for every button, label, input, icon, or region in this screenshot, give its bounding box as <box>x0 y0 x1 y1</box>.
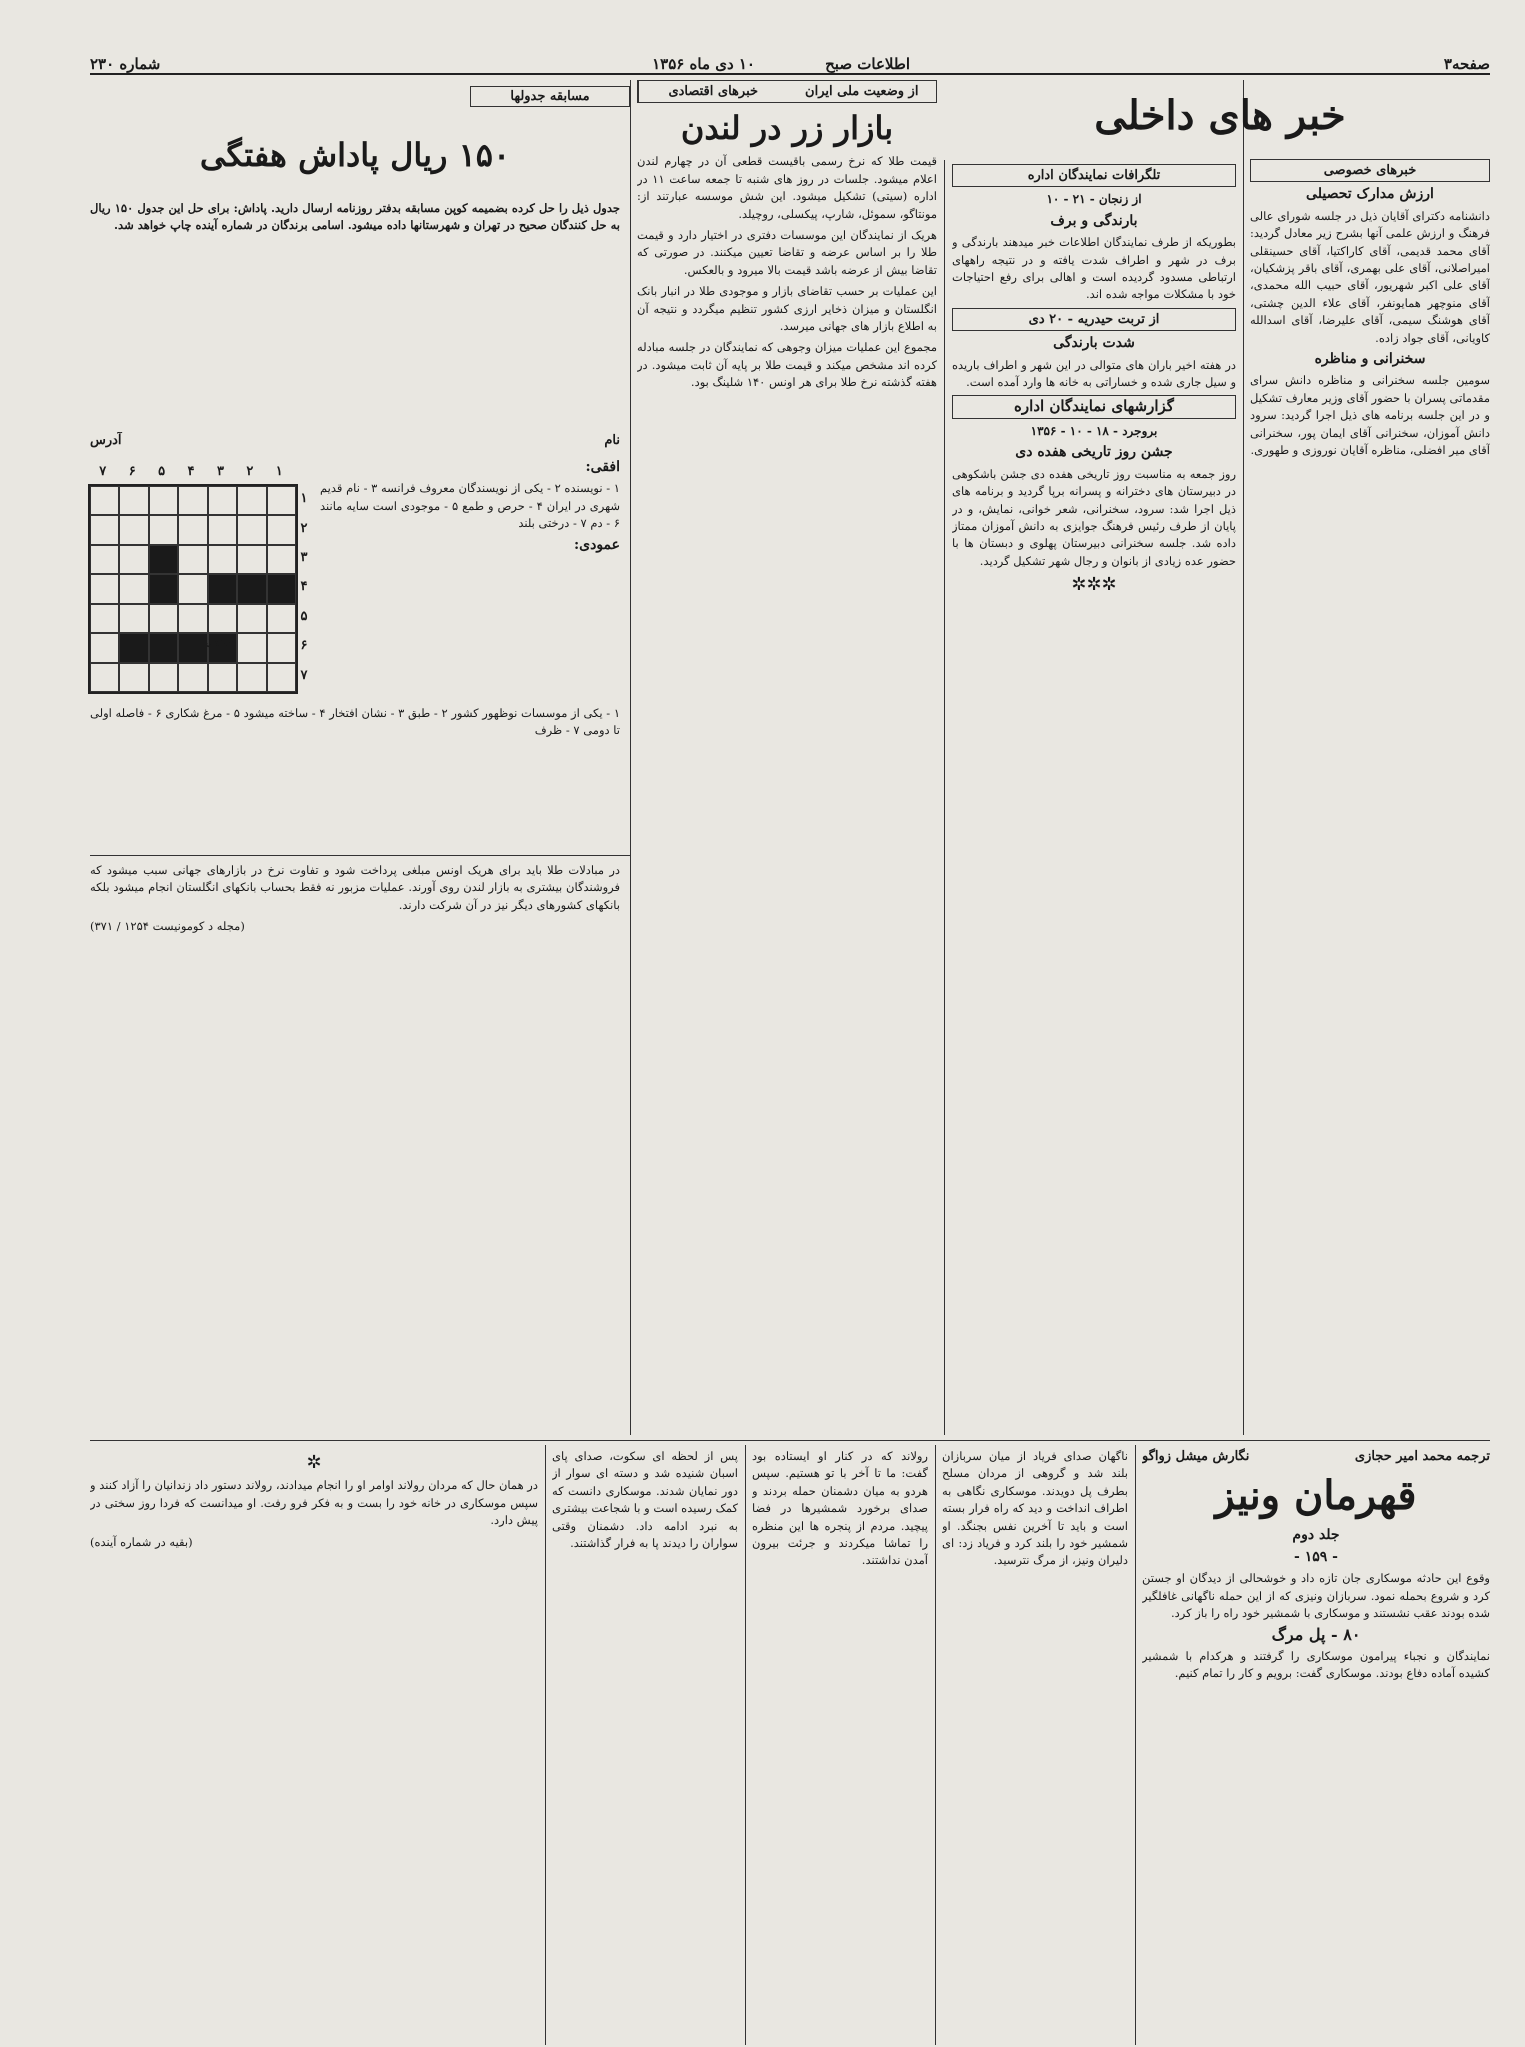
serial-text-2: نمایندگان و نجباء پیرامون موسکاری را گرفتند و هرکدام با شمشیر کشیده آماده دفاع بودند. موسکاری گفت: برویم و کار را تمام کنیم. <box>1142 1648 1490 1681</box>
grid-cell <box>178 574 207 603</box>
grid-cell <box>267 545 296 574</box>
article-degrees: دانشنامه دکترای آقایان ذیل در جلسه شورای عالی فرهنگ و ارزش علمی آنها بشرح زیر معادل گردید: آقای محمد قدیمی، آقای کاراکتیا، آقای حسینقلی امیراصلانی، آقای علی بهمری، آقای باقر پزشکیان، آقای علی اکبر شهریور، آقای حبیب الله محمدی، آقای منوچهر همایونفر، آقای علاء الدین چشتی، آقای هوشنگ سیمی، آقای علیرضا، آقای اسدالله کاویانی، آقای جواد زاده. <box>1250 208 1490 345</box>
grid-cell <box>90 515 119 544</box>
down-label: عمودی: <box>573 536 620 553</box>
article-source: (مجله د کومونیست ۱۲۵۴ / ۳۷۱) <box>90 919 245 934</box>
dateline-torbat: از تربت حیدریه - ۲۰ دی <box>952 308 1236 331</box>
ornament-asterism-icon: ✲ <box>306 1452 322 1473</box>
across-label: افقی: <box>585 459 620 475</box>
private-news-column <box>1250 155 1490 1435</box>
grid-cell <box>90 633 119 662</box>
article-gold-4: مجموع این عملیات میزان وجوهی که نمایندگان در جلسه مبادله کرده اند مشخص میکند و قیمت طلا بر پایه آن ثابت میشود. در هفته گذشته نرخ طلا برای هر اونس ۱۴۰ شلینگ بود. <box>637 340 937 390</box>
tab-national: از وضعیت ملی ایران <box>805 84 919 99</box>
grid-cell <box>267 486 296 515</box>
crossword-form <box>90 432 620 456</box>
gold-market-title: بازار زر در لندن <box>680 109 894 148</box>
grid-cell <box>267 633 296 662</box>
grid-cell <box>90 574 119 603</box>
article-snow: بطوریکه از طرف نمایندگان اطلاعات خبر میدهند بارندگی و برف در شهر و اطراف شدت یافته و در نتیجه راههای ارتباطی مسدود گردیده است و اهالی برای رفع احتیاجات خود با مشکلات مواجه شده اند. <box>952 235 1236 302</box>
author: نگارش میشل زواگو <box>1142 1449 1250 1464</box>
dateline-borujerd: بروجرد - ۱۸ - ۱۰ - ۱۳۵۶ <box>1030 423 1158 438</box>
grid-cell <box>149 663 178 692</box>
headline-celebration: جشن روز تاریخی هفده دی <box>1015 444 1173 461</box>
translator: ترجمه محمد امیر حجازی <box>1354 1449 1490 1464</box>
grid-cell <box>149 545 178 574</box>
crossword-intro <box>90 200 620 410</box>
grid-cell <box>149 604 178 633</box>
telegrams-column <box>952 160 1236 1435</box>
grid-cell <box>119 574 148 603</box>
grid-cell <box>178 633 207 662</box>
grid-cell <box>208 604 237 633</box>
grid-mark: حدول <box>205 634 234 648</box>
grid-cell <box>119 604 148 633</box>
grid-cell <box>149 486 178 515</box>
grid-cell <box>90 545 119 574</box>
grid-cell <box>208 545 237 574</box>
clues-across <box>320 455 620 700</box>
grid-cell <box>90 663 119 692</box>
grid-cell <box>90 604 119 633</box>
dateline-zanjan: از زنجان - ۲۱ - ۱۰ <box>1046 192 1142 207</box>
ornament-star-icon: ✲✲✲ <box>1071 574 1117 596</box>
serial-title: قهرمان ونیز <box>1215 1472 1417 1520</box>
grid-cell <box>208 486 237 515</box>
article-celebration: روز جمعه به مناسبت روز تاریخی هفده دی جشن باشکوهی در دبیرستان های دخترانه و پسرانه برپا گردید و برنامه های ذیل اجرا شد: سرود، سخنرانی، شعر خوانی، نمایش، و در پایان از طرف رئیس فرهنگ جوایزی به دانش آموزان ممتاز داده شد. جلسه سخنرانی دبیرستان پهلوی و دبستان ها با حضور عده زیادی از بانوان و رجال شهر تشکیل گردید. <box>952 466 1236 568</box>
serial-column-4 <box>552 1448 738 2043</box>
economic-news-column <box>637 80 937 1435</box>
crossword-tab: مسابقه جدولها <box>470 86 630 107</box>
grid-cell <box>119 663 148 692</box>
headline-rain: شدت بارندگی <box>1053 335 1135 352</box>
reports-header: گزارشهای نمایندگان اداره <box>952 395 1236 418</box>
article-gold-2: هریک از نمایندگان این موسسات دفتری در اختیار دارد و قیمت طلا را بر اساس عرضه و تقاضا تعیین میکنند. در صورتی که تقاضا بیش از عرضه باشد قیمت بالا میرود و بالعکس. <box>637 228 937 277</box>
grid-cell <box>267 515 296 544</box>
grid-cell <box>149 574 178 603</box>
headline-lecture: سخنرانی و مناظره <box>1314 351 1426 368</box>
grid-cell <box>267 604 296 633</box>
chapter-title: ۸۰ - پل مرگ <box>1271 1625 1361 1645</box>
grid-cell <box>237 604 266 633</box>
grid-column-numbers: ۱ ۲ ۳ ۴ ۵ ۶ ۷ <box>99 464 283 479</box>
serial-column-3 <box>752 1448 928 2043</box>
crossword-grid <box>88 484 298 694</box>
down-clues: ۱ - یکی از موسسات نوظهور کشور ۲ - طبق ۳ - نشان افتخار ۴ - ساخته میشود ۵ - مرغ شکاری ۶ - فاصله اولی تا دومی ۷ - ظرف <box>90 706 620 738</box>
grid-cell <box>237 633 266 662</box>
telegrams-header: تلگرافات نمایندگان اداره <box>952 164 1236 187</box>
grid-cell <box>237 663 266 692</box>
issue-number: شماره ۲۳۰ <box>90 55 161 73</box>
name-label: نام <box>604 433 620 448</box>
tab-economic: خبرهای اقتصادی <box>638 81 788 102</box>
grid-cell <box>178 515 207 544</box>
across-clues: ۱ - نویسنده ۲ - یکی از نویسندگان معروف فرانسه ۳ - نام قدیم شهری در ایران ۴ - حرص و طمع ۵ - موجودی است سایه مانند ۶ - دم ۷ - درختی بلند <box>320 481 620 531</box>
grid-cell <box>237 574 266 603</box>
masthead <box>90 55 1490 75</box>
grid-cell <box>149 633 178 662</box>
clues-down <box>90 705 620 855</box>
serial-column-2 <box>942 1448 1128 2043</box>
grid-cell <box>178 486 207 515</box>
grid-cell <box>149 515 178 544</box>
grid-cell <box>237 545 266 574</box>
address-label: آدرس <box>90 433 122 448</box>
article-gold-1: قیمت طلا که نرخ رسمی باقیست قطعی آن در چهارم لندن اعلام میشود. جلسات در روز های شنبه تا جمعه ساعت ۱۱ در اداره (سیتی) تشکیل میشود. این شش موسسه عبارتند از: مونتاگو، سموئل، شارپ، پیکسلی، روچیلد. <box>637 154 937 221</box>
article-rain: در هفته اخیر باران های متوالی در این شهر و اطراف باریده و سیل جاری شده و خساراتی به خانه ها وارد آمده است. <box>952 357 1236 390</box>
grid-cell <box>267 574 296 603</box>
crossword-rules: جدول ذیل را حل کرده بضمیمه کوپن مسابقه بدفتر روزنامه ارسال دارید. پاداش: برای حل این جدول ۱۵۰ ریال به حل کنندگان صحیح در تهران و شهرستانها داده میشود. اسامی برندگان در شماره آینده چاپ خواهد شد. <box>90 201 620 233</box>
grid-cell <box>119 633 148 662</box>
grid-cell <box>208 574 237 603</box>
grid-cell <box>119 545 148 574</box>
headline-degrees: ارزش مدارک تحصیلی <box>1306 186 1434 203</box>
article-gold-3: این عملیات بر حسب تقاضای بازار و موجودی طلا در انبار بانک انگلستان و میزان ذخایر ارزی کشور تنظیم میگردد و نتیجه آن به اطلاع بازار های جهانی میرسد. <box>637 284 937 334</box>
grid-cell <box>119 515 148 544</box>
section-label: خبرهای خصوصی <box>1250 159 1490 182</box>
grid-cell <box>237 515 266 544</box>
serial-text-1: وقوع این حادثه موسکاری جان تازه داد و خوشحالی از دیدگان او جستن کرد و شروع بحمله نمود. سربازان ونیزی که از این حمله ناگهانی غافلگیر شده بودند عقب نشستند و موسکاری با شمشیر خود راه را باز کرد. <box>1142 1571 1490 1621</box>
serial-text-3: ناگهان صدای فریاد از میان سربازان بلند شد و گروهی از مردان مسلح بطرف پل دویدند. موسکاری نگاهی به اطراف انداخت و دید که راه فرار بسته است و باید تا آخرین نفس بجنگد. او شمشیر خود را بلند کرد و فریاد زد: ای دلیران ونیز، از مرگ نترسید. <box>942 1449 1128 1568</box>
issue-date: ۱۰ دی ماه ۱۳۵۶ <box>652 55 755 73</box>
grid-cell <box>178 545 207 574</box>
serial-byline <box>1142 1448 1490 1465</box>
headline-snow: بارندگی و برف <box>1050 212 1138 229</box>
grid-cell <box>178 663 207 692</box>
serial-text-4: رولاند که در کنار او ایستاده بود گفت: ما تا آخر با تو هستیم. سپس هردو به میان دشمنان حمله بردند و صدای برخورد شمشیرها در فضا پیچید. مردم از پنجره ها این منظره را تماشا میکردند و جرئت بیرون آمدن نداشتند. <box>752 1449 928 1568</box>
serial-text-6: در همان حال که مردان رولاند اوامر او را انجام میدادند، رولاند دستور داد زندانیان را آزاد کنند و سپس موسکاری در خانه خود را بست و به فکر فرو رفت. او میدانست که فردا روز سختی در پیش دارد. <box>90 1478 538 1528</box>
grid-cell <box>267 663 296 692</box>
grid-cell <box>90 486 119 515</box>
article-lecture: سومین جلسه سخنرانی و مناظره دانش سرای مقدماتی پسران با حضور آقای وزیر معارف تشکیل و در این جلسه برنامه های ذیل اجرا گردید: سرود دانش آموزان، سخنرانی آقای ایمان پور، سخنرانی آقای میر افضلی، مناظره آقایان نوروزی و طهوری. <box>1250 373 1490 458</box>
crossword-title: ۱۵۰ ریال پاداش هفتگی <box>199 136 511 174</box>
grid-cell <box>119 486 148 515</box>
page-number: صفحه۳ <box>1443 55 1490 73</box>
grid-cell <box>178 604 207 633</box>
serial-episode: - ۱۵۹ - <box>1294 1548 1338 1565</box>
gold-article-continued <box>90 862 620 1432</box>
serial-text-5: پس از لحظه ای سکوت، صدای پای اسبان شنیده شد و دسته ای سوار از دور نمایان شدند. موسکاری دانست که کمک رسیده است و با شجاعت بیشتری به نبرد ادامه داد. دشمنان وقتی سواران را دیدند پا به فرار گذاشتند. <box>552 1449 738 1551</box>
grid-cell <box>237 486 266 515</box>
article-continued: در مبادلات طلا باید برای هریک اونس مبلغی پرداخت شود و تفاوت نرخ در بازارهای جهانی سبب میشود که فروشندگان بیشتری به بازار لندن روی آورند. عملیات مزبور نه فقط بحساب بانکهای انگلستان انجام میشود بلکه بانکهای کشورهای دیگر نیز در آن شرکت دارند. <box>90 863 620 912</box>
domestic-news-title: خبر های داخلی <box>1094 92 1346 139</box>
serial-volume: جلد دوم <box>1292 1527 1340 1544</box>
grid-cell <box>208 515 237 544</box>
grid-row-numbers: ۱ ۲ ۳ ۴ ۵ ۶ ۷ <box>300 491 308 683</box>
economic-tabs <box>637 80 937 103</box>
serial-column-5 <box>90 1448 538 2043</box>
continued-note: (بقیه در شماره آینده) <box>90 1534 193 1549</box>
serial-column-1 <box>1142 1448 1490 2043</box>
paper-name: اطلاعات صبح <box>825 55 910 73</box>
grid-cell <box>208 663 237 692</box>
